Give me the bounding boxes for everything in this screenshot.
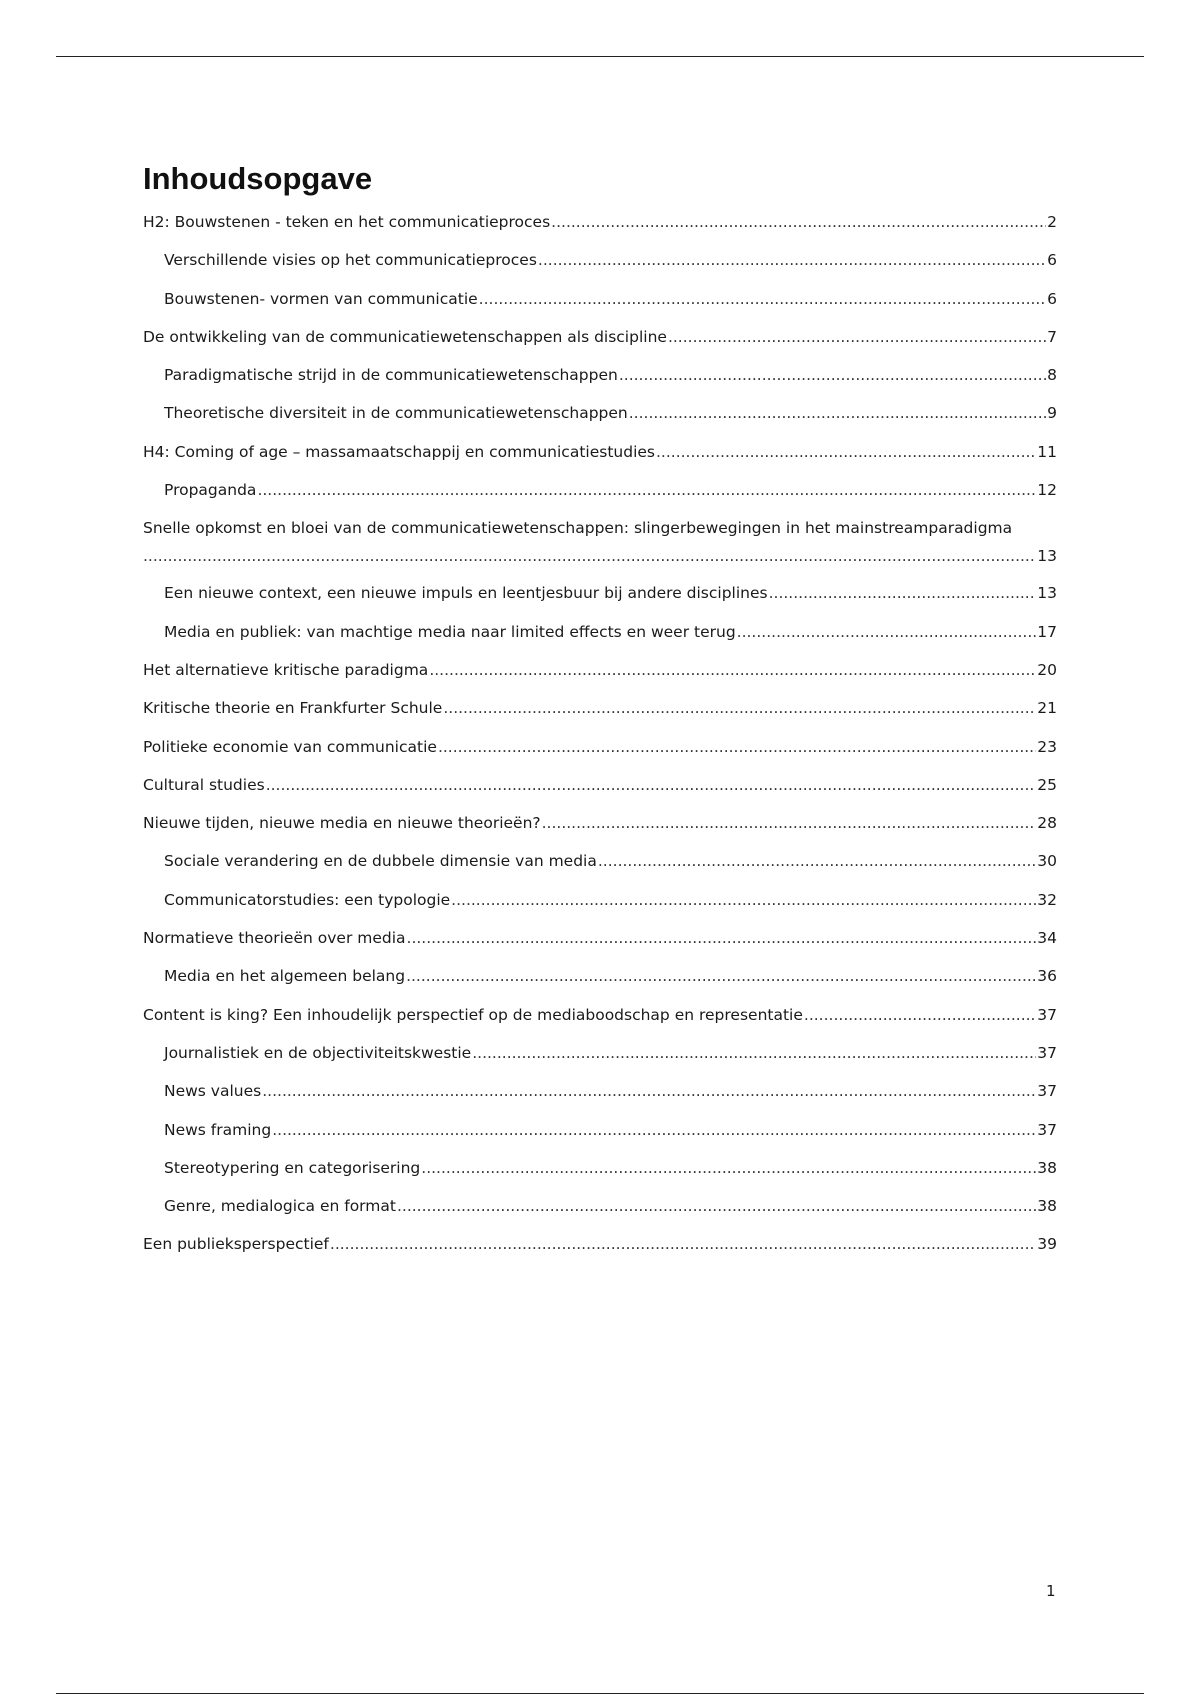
toc-entry[interactable] xyxy=(143,1157,1057,1195)
toc-entry[interactable] xyxy=(143,1119,1057,1157)
toc-entry-label: Snelle opkomst en bloei van de communicatiewetenschappen: slingerbewegingen in het mainstreamparadigma xyxy=(143,519,1013,538)
toc-entry-label: Media en het algemeen belang xyxy=(164,967,406,986)
toc-entry-page: 20 xyxy=(1037,660,1057,679)
toc-entry[interactable] xyxy=(143,441,1057,479)
toc-entry-label: Normatieve theorieën over media xyxy=(143,929,406,948)
dot-leader xyxy=(668,326,1046,348)
toc-entry[interactable] xyxy=(143,288,1057,326)
toc-entry[interactable] xyxy=(143,659,1057,697)
toc-entry[interactable] xyxy=(143,697,1057,735)
toc-entry-page: 7 xyxy=(1047,327,1057,346)
toc-entry[interactable] xyxy=(143,517,1057,582)
dot-leader xyxy=(406,965,1036,987)
toc-entry[interactable] xyxy=(143,927,1057,965)
toc-entry-label: Sociale verandering en de dubbele dimensie van media xyxy=(164,852,597,871)
footer-rule xyxy=(56,1693,1144,1694)
toc-entry-label: Verschillende visies op het communicatieproces xyxy=(164,251,537,270)
toc-entry-page: 37 xyxy=(1037,1043,1057,1062)
toc-entry-page: 30 xyxy=(1037,852,1057,871)
toc-entry-page: 13 xyxy=(1037,584,1057,603)
dot-leader xyxy=(397,1195,1036,1217)
toc-entry-label: H2: Bouwstenen - teken en het communicatieproces xyxy=(143,213,551,231)
dot-leader xyxy=(542,812,1037,834)
toc-entry[interactable] xyxy=(143,1004,1057,1042)
table-of-contents xyxy=(143,211,1057,1272)
toc-entry-label: Theoretische diversiteit in de communicatiewetenschappen xyxy=(164,404,628,423)
toc-entry-page: 28 xyxy=(1037,814,1057,833)
dot-leader xyxy=(737,621,1037,643)
dot-leader xyxy=(619,364,1046,386)
header-rule xyxy=(56,56,1144,57)
toc-entry-page: 8 xyxy=(1047,366,1057,385)
toc-entry-label: Nieuwe tijden, nieuwe media en nieuwe theorieën? xyxy=(143,814,541,833)
document-page xyxy=(143,160,1057,1272)
toc-title: Inhoudsopgave xyxy=(143,161,373,196)
dot-leader xyxy=(804,1004,1036,1026)
toc-entry[interactable] xyxy=(143,402,1057,440)
dot-leader xyxy=(656,441,1036,463)
toc-entry-label: Een publieksperspectief xyxy=(143,1235,329,1254)
toc-entry-label: Bouwstenen- vormen van communicatie xyxy=(164,289,478,308)
toc-entry-page: 37 xyxy=(1037,1082,1057,1101)
dot-leader xyxy=(330,1233,1036,1255)
toc-entry-label: Het alternatieve kritische paradigma xyxy=(143,660,429,679)
toc-entry-page: 38 xyxy=(1037,1197,1057,1216)
toc-entry[interactable] xyxy=(143,774,1057,812)
toc-entry-page: 39 xyxy=(1037,1235,1057,1254)
toc-entry-label: Cultural studies xyxy=(143,775,265,794)
toc-entry-label: De ontwikkeling van de communicatiewetenschappen als discipline xyxy=(143,327,667,346)
toc-entry-label: News framing xyxy=(164,1120,272,1139)
page-number: 1 xyxy=(1046,1582,1056,1600)
toc-entry[interactable] xyxy=(143,1080,1057,1118)
dot-leader xyxy=(472,1042,1036,1064)
toc-entry-label: H4: Coming of age – massamaatschappij en communicatiestudies xyxy=(143,442,655,461)
toc-entry-page: 36 xyxy=(1037,967,1057,986)
dot-leader xyxy=(551,211,1046,233)
toc-entry-label: Journalistiek en de objectiviteitskwestie xyxy=(164,1043,472,1062)
toc-entry-page: 37 xyxy=(1037,1005,1057,1024)
toc-entry[interactable] xyxy=(143,249,1057,287)
toc-entry[interactable] xyxy=(143,850,1057,888)
toc-entry-label: Kritische theorie en Frankfurter Schule xyxy=(143,699,443,718)
dot-leader xyxy=(479,288,1046,310)
toc-entry-label: Propaganda xyxy=(164,481,257,500)
toc-entry-label: News values xyxy=(164,1082,262,1101)
toc-entry-page: 23 xyxy=(1037,737,1057,756)
toc-entry-label: Genre, medialogica en format xyxy=(164,1197,396,1216)
dot-leader xyxy=(257,479,1036,501)
dot-leader xyxy=(769,582,1037,604)
toc-entry-label: Stereotypering en categorisering xyxy=(164,1158,421,1177)
toc-entry-label: Een nieuwe context, een nieuwe impuls en leentjesbuur bij andere disciplines xyxy=(164,584,768,603)
dot-leader xyxy=(443,697,1036,719)
toc-entry-page: 21 xyxy=(1037,699,1057,718)
toc-entry[interactable] xyxy=(143,1233,1057,1271)
toc-entry-label: Media en publiek: van machtige media naar limited effects en weer terug xyxy=(164,622,736,641)
dot-leader xyxy=(538,249,1046,271)
dot-leader xyxy=(262,1080,1036,1102)
toc-entry-page: 6 xyxy=(1047,251,1057,270)
toc-entry-page: 34 xyxy=(1037,929,1057,948)
dot-leader xyxy=(272,1119,1036,1141)
toc-entry-label: Politieke economie van communicatie xyxy=(143,737,437,756)
toc-entry-continuation xyxy=(143,545,1057,572)
dot-leader xyxy=(421,1157,1036,1179)
toc-entry[interactable] xyxy=(143,889,1057,927)
dot-leader xyxy=(407,927,1037,949)
toc-entry[interactable] xyxy=(143,965,1057,1003)
toc-entry[interactable] xyxy=(143,736,1057,774)
toc-entry-page: 9 xyxy=(1047,404,1057,423)
toc-entry-page: 37 xyxy=(1037,1120,1057,1139)
toc-entry-page: 25 xyxy=(1037,775,1057,794)
toc-entry-page: 38 xyxy=(1037,1158,1057,1177)
dot-leader xyxy=(143,545,1036,567)
toc-entry-page: 17 xyxy=(1037,622,1057,641)
toc-entry-page: 2 xyxy=(1047,213,1057,231)
toc-entry-page: 12 xyxy=(1037,481,1057,500)
dot-leader xyxy=(429,659,1036,681)
toc-entry-label: Communicatorstudies: een typologie xyxy=(164,890,451,909)
toc-entry-page: 11 xyxy=(1037,442,1057,461)
toc-entry[interactable] xyxy=(143,479,1057,517)
dot-leader xyxy=(266,774,1037,796)
toc-entry-page: 6 xyxy=(1047,289,1057,308)
toc-entry-page: 32 xyxy=(1037,890,1057,909)
toc-entry-label: Paradigmatische strijd in de communicatiewetenschappen xyxy=(164,366,618,385)
toc-entry-label: Content is king? Een inhoudelijk perspectief op de mediaboodschap en representatie xyxy=(143,1005,803,1024)
dot-leader xyxy=(451,889,1036,911)
toc-entry[interactable] xyxy=(143,1042,1057,1080)
toc-entry[interactable] xyxy=(143,812,1057,850)
toc-entry[interactable] xyxy=(143,621,1057,659)
toc-entry[interactable] xyxy=(143,326,1057,364)
toc-entry-page: 13 xyxy=(1037,547,1057,566)
toc-entry[interactable] xyxy=(143,364,1057,402)
dot-leader xyxy=(629,402,1046,424)
toc-entry[interactable] xyxy=(143,211,1057,249)
dot-leader xyxy=(438,736,1036,758)
toc-entry[interactable] xyxy=(143,1195,1057,1233)
toc-entry[interactable] xyxy=(143,582,1057,620)
dot-leader xyxy=(598,850,1036,872)
